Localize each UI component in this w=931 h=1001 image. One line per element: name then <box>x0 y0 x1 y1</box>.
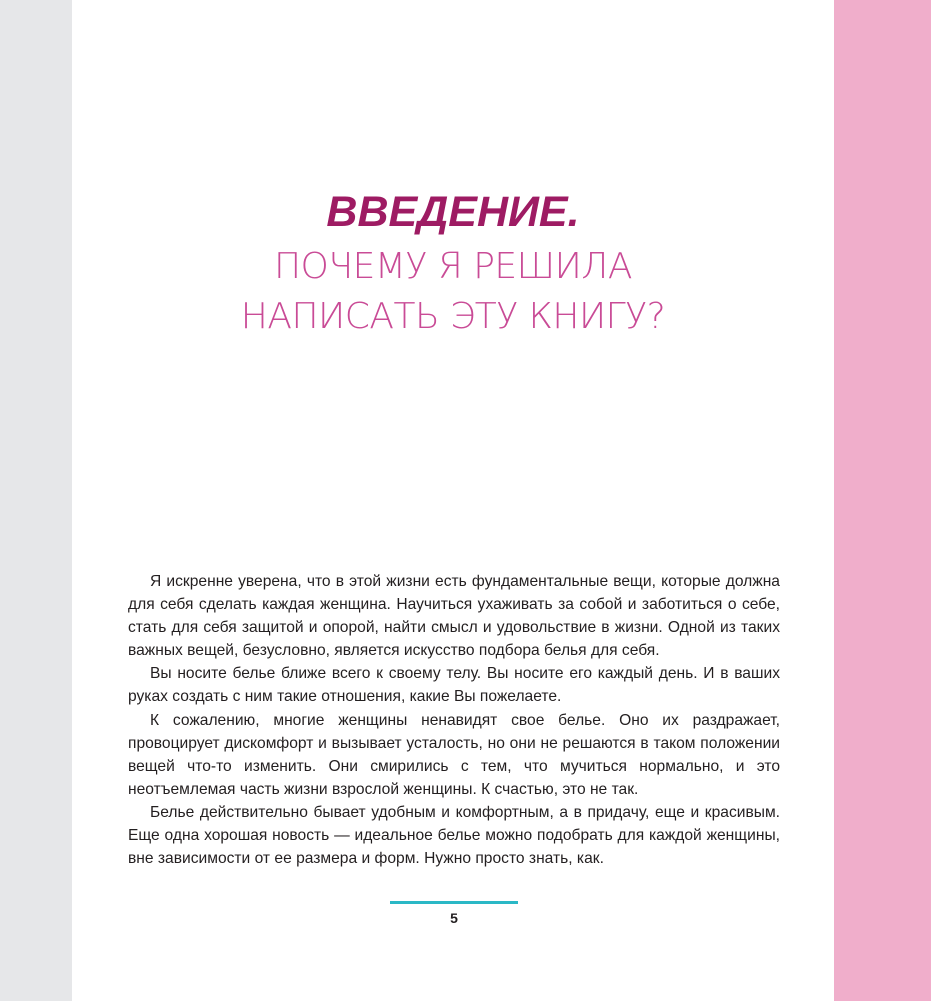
body-text <box>128 570 780 870</box>
left-margin-strip <box>0 0 72 1001</box>
paragraph-4: Белье действительно бывает удобным и комфортным, а в придачу, еще и красивым. Еще одна хорошая новость — идеальное белье можно подобрать для каждой женщины, вне зависимости от ее размера и форм. Нужно просто знать, как. <box>128 803 780 868</box>
paragraph-1: Я искренне уверена, что в этой жизни есть фундаментальные вещи, которые должна для себя сделать каждая женщина. Научиться ухаживать за собой и заботиться о себе, стать для себя защитой и опорой, найти смысл и удовольствие в жизни. Одной из таких важных вещей, безусловно, является искусство подбора белья для себя. <box>128 573 780 660</box>
chapter-title: ВВЕДЕНИЕ. <box>326 188 580 236</box>
page-number-rule <box>390 901 518 904</box>
page-number: 5 <box>450 910 458 926</box>
paragraph-3: К сожалению, многие женщины ненавидят свое белье. Оно их раздражает, провоцирует дискомфорт и вызывает усталость, но они не решаются в таком положении вещей что-то изменить. Они смирились с тем, что мучиться нормально, и это неотъемлемая часть жизни взрослой женщины. К счастью, это не так. <box>128 711 780 798</box>
chapter-subtitle-line-1: ПОЧЕМУ Я РЕШИЛА <box>273 246 632 287</box>
chapter-subtitle-line-2: НАПИСАТЬ ЭТУ КНИГУ? <box>240 296 666 337</box>
book-page <box>72 0 834 1001</box>
right-pink-strip <box>834 0 931 1001</box>
paragraph-2: Вы носите белье ближе всего к своему телу. Вы носите его каждый день. И в ваших руках создать с ним такие отношения, какие Вы пожелаете. <box>128 665 780 706</box>
